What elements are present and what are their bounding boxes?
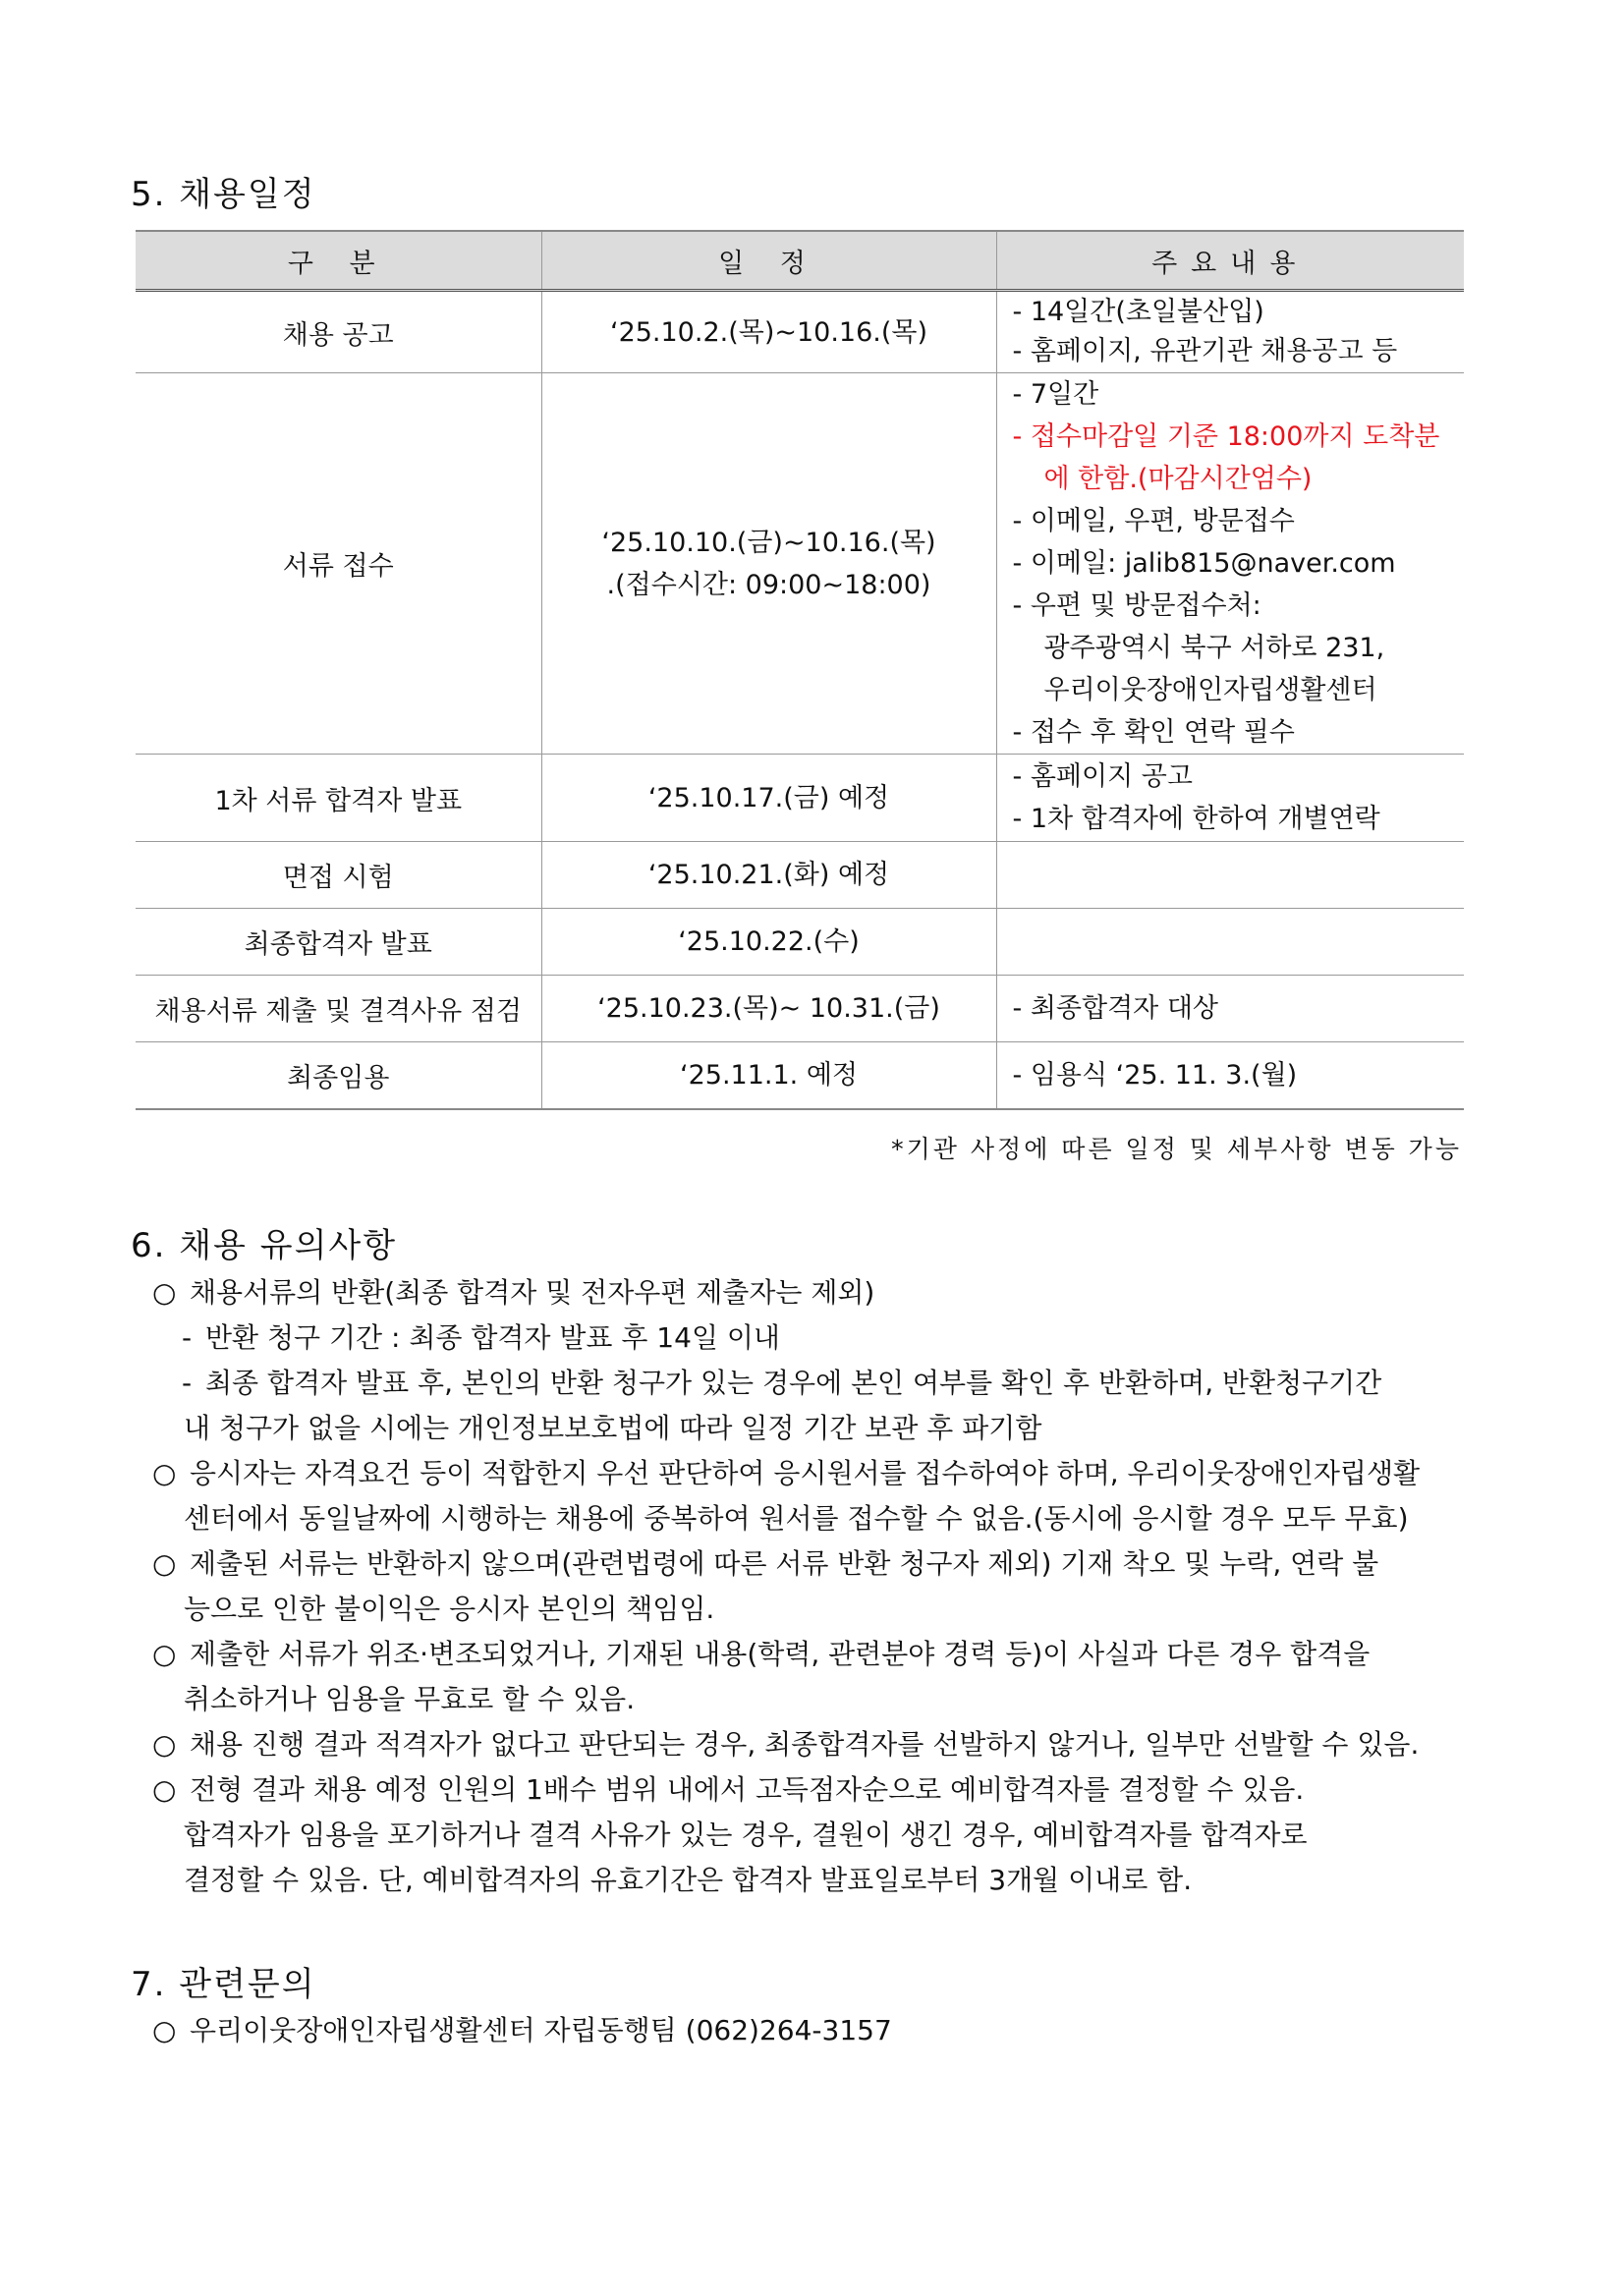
header-date: 일 정 xyxy=(541,231,996,291)
detail-line: - 14일간(초일불산입) xyxy=(1012,297,1264,327)
item-text: 취소하거나 임용을 무효로 할 수 있음. xyxy=(184,1683,636,1715)
bullet-icon: ○ xyxy=(152,1457,177,1489)
table-row xyxy=(136,373,1464,755)
row-details xyxy=(996,1042,1464,1109)
list-item-continued xyxy=(152,1677,1469,1722)
list-item xyxy=(152,1767,1469,1813)
item-text: 결정할 수 있음. 단, 예비합격자의 유효기간은 합격자 발표일로부터 3개월 이내로 함. xyxy=(184,1864,1193,1896)
table-row xyxy=(136,291,1464,373)
table-row xyxy=(136,909,1464,976)
row-details xyxy=(996,755,1464,842)
item-text: 내 청구가 없을 시에는 개인정보보호법에 따라 일정 기간 보관 후 파기함 xyxy=(184,1412,1042,1444)
detail-line: - 1차 합격자에 한하여 개별연락 xyxy=(1012,804,1380,834)
address-line: 광주광역시 북구 서하로 231, xyxy=(1043,633,1385,663)
table-row xyxy=(136,1042,1464,1109)
list-item-continued xyxy=(152,1813,1469,1858)
list-item-continued xyxy=(152,1587,1469,1632)
date-line: .(접수시간: 09:00~18:00) xyxy=(606,569,931,600)
row-category: 최종합격자 발표 xyxy=(136,909,541,976)
list-subitem-continued xyxy=(152,1406,1469,1451)
detail-line: - 우편 및 방문접수처: xyxy=(1012,590,1261,621)
row-date xyxy=(541,291,996,373)
row-date xyxy=(541,1042,996,1109)
list-item xyxy=(152,1541,1469,1587)
date-line: ‘25.10.17.(금) 예정 xyxy=(647,782,890,813)
item-text: 반환 청구 기간 : 최종 합격자 발표 후 14일 이내 xyxy=(205,1321,780,1354)
dash-icon: - xyxy=(182,1367,193,1399)
table-row xyxy=(136,755,1464,842)
date-line: ‘25.11.1. 예정 xyxy=(680,1059,858,1091)
item-text: 합격자가 임용을 포기하거나 결격 사유가 있는 경우, 결원이 생긴 경우, 예비합격자를 합격자로 xyxy=(184,1819,1308,1851)
detail-line: - 7일간 xyxy=(1012,379,1099,410)
date-line: ‘25.10.21.(화) 예정 xyxy=(647,860,890,890)
detail-line: - 최종합격자 대상 xyxy=(1012,993,1218,1024)
item-text: 전형 결과 채용 예정 인원의 1배수 범위 내에서 고득점자순으로 예비합격자를 결정할 수 있음. xyxy=(190,1773,1305,1806)
section-6-title: 6. 채용 유의사항 xyxy=(131,1226,398,1265)
list-item-continued xyxy=(152,1858,1469,1903)
item-text: 응시자는 자격요건 등이 적합한지 우선 판단하여 응시원서를 접수하여야 하며, 우리이웃장애인자립생활 xyxy=(190,1457,1421,1489)
row-category: 채용서류 제출 및 결격사유 점검 xyxy=(136,976,541,1042)
bullet-icon: ○ xyxy=(152,1773,177,1806)
bullet-icon: ○ xyxy=(152,1547,177,1580)
dash-icon: - xyxy=(182,1321,193,1354)
row-details xyxy=(996,842,1464,909)
header-category: 구 분 xyxy=(136,231,541,291)
row-date xyxy=(541,976,996,1042)
table-header-row xyxy=(136,231,1464,291)
date-line: ‘25.10.22.(수) xyxy=(678,926,860,957)
contact-list xyxy=(152,2008,1469,2053)
list-item xyxy=(152,1270,1469,1316)
section-5-title: 5. 채용일정 xyxy=(131,175,316,214)
row-details xyxy=(996,976,1464,1042)
detail-line: - 접수 후 확인 연락 필수 xyxy=(1012,717,1295,748)
bullet-icon: ○ xyxy=(152,2014,177,2046)
row-category: 최종임용 xyxy=(136,1042,541,1109)
row-date xyxy=(541,842,996,909)
detail-line: - 이메일, 우편, 방문접수 xyxy=(1012,506,1295,536)
row-date xyxy=(541,909,996,976)
bullet-icon: ○ xyxy=(152,1638,177,1670)
row-details xyxy=(996,291,1464,373)
item-text: 채용서류의 반환(최종 합격자 및 전자우편 제출자는 제외) xyxy=(190,1276,875,1309)
row-category: 서류 접수 xyxy=(136,373,541,755)
detail-line: - 홈페이지, 유관기관 채용공고 등 xyxy=(1012,336,1398,366)
item-text: 제출된 서류는 반환하지 않으며(관련법령에 따른 서류 반환 청구자 제외) 기재 착오 및 누락, 연락 불 xyxy=(190,1547,1379,1580)
row-category: 면접 시험 xyxy=(136,842,541,909)
row-date xyxy=(541,755,996,842)
date-line: ‘25.10.23.(목)~ 10.31.(금) xyxy=(597,993,940,1024)
table-row xyxy=(136,842,1464,909)
list-item-continued xyxy=(152,1496,1469,1541)
header-details: 주요내용 xyxy=(996,231,1464,291)
precautions-list xyxy=(152,1270,1469,1903)
table-row xyxy=(136,976,1464,1042)
bullet-icon: ○ xyxy=(152,1276,177,1309)
deadline-highlight: 에 한함.(마감시간엄수) xyxy=(1043,464,1313,494)
schedule-table xyxy=(136,230,1464,1110)
list-item xyxy=(152,2008,1469,2053)
row-date xyxy=(541,373,996,755)
item-text: 채용 진행 결과 적격자가 없다고 판단되는 경우, 최종합격자를 선발하지 않거나, 일부만 선발할 수 있음. xyxy=(190,1728,1420,1761)
date-line: ‘25.10.2.(목)~10.16.(목) xyxy=(609,316,928,348)
list-subitem xyxy=(152,1361,1469,1406)
list-item xyxy=(152,1632,1469,1677)
contact-text: 우리이웃장애인자립생활센터 자립동행팀 (062)264-3157 xyxy=(190,2014,892,2046)
detail-line: - 홈페이지 공고 xyxy=(1012,761,1193,792)
schedule-note: *기관 사정에 따른 일정 및 세부사항 변동 가능 xyxy=(891,1135,1462,1163)
list-subitem xyxy=(152,1316,1469,1361)
row-details xyxy=(996,373,1464,755)
email-line: - 이메일: jalib815@naver.com xyxy=(1012,548,1396,579)
item-text: 최종 합격자 발표 후, 본인의 반환 청구가 있는 경우에 본인 여부를 확인 후 반환하며, 반환청구기간 xyxy=(205,1367,1382,1399)
deadline-highlight: - 접수마감일 기준 18:00까지 도착분 xyxy=(1012,421,1440,452)
list-item xyxy=(152,1722,1469,1767)
bullet-icon: ○ xyxy=(152,1728,177,1761)
section-7-title: 7. 관련문의 xyxy=(131,1965,316,2004)
address-line: 우리이웃장애인자립생활센터 xyxy=(1043,675,1377,705)
row-category: 1차 서류 합격자 발표 xyxy=(136,755,541,842)
date-line: ‘25.10.10.(금)~10.16.(목) xyxy=(601,527,936,558)
item-text: 제출한 서류가 위조·변조되었거나, 기재된 내용(학력, 관련분야 경력 등)이 사실과 다른 경우 합격을 xyxy=(190,1638,1371,1670)
detail-line: - 임용식 ‘25. 11. 3.(월) xyxy=(1012,1059,1298,1091)
list-item xyxy=(152,1451,1469,1496)
item-text: 능으로 인한 불이익은 응시자 본인의 책임임. xyxy=(184,1593,715,1625)
item-text: 센터에서 동일날짜에 시행하는 채용에 중복하여 원서를 접수할 수 없음.(동시에 응시할 경우 모두 무효) xyxy=(184,1502,1409,1535)
row-category: 채용 공고 xyxy=(136,291,541,373)
row-details xyxy=(996,909,1464,976)
